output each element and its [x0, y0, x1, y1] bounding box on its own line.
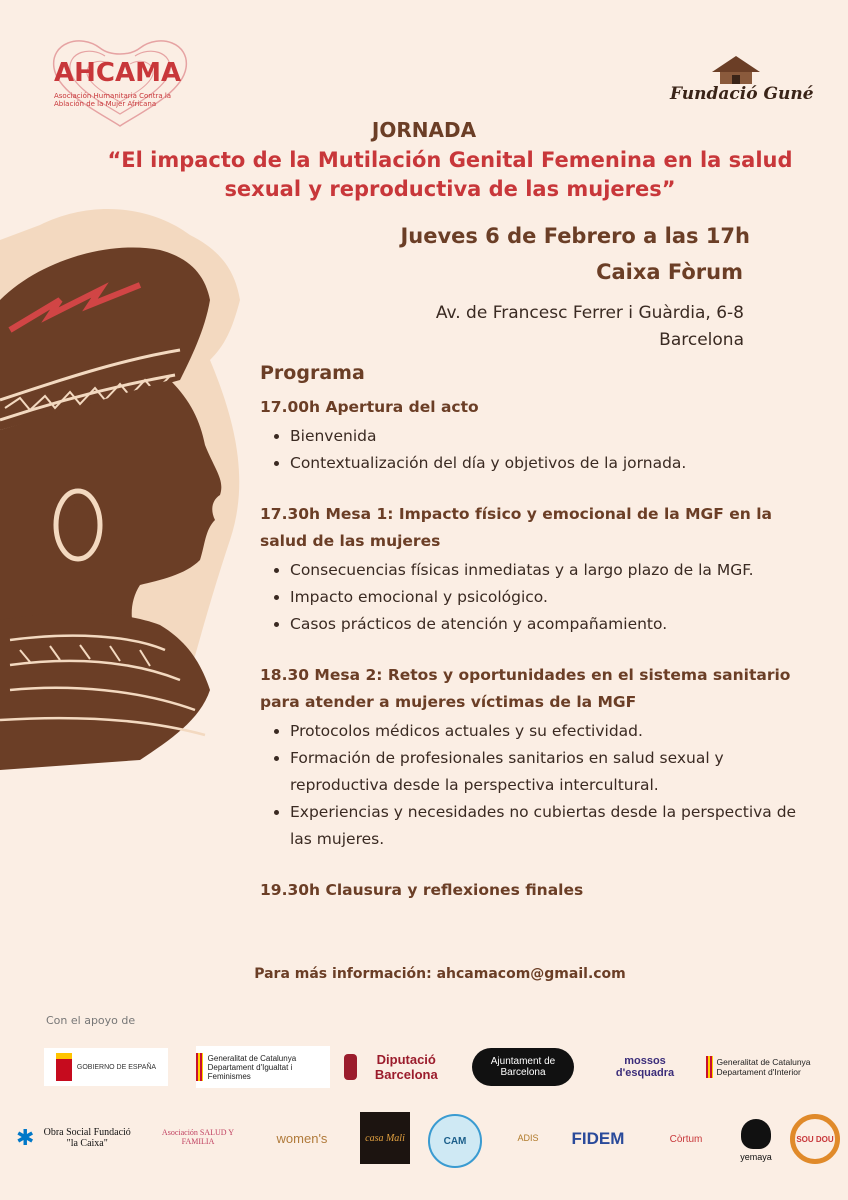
senyera-icon — [196, 1053, 203, 1081]
sponsor-logo-generalitat-interior: Generalitat de Catalunya Departament d'Interior — [706, 1050, 834, 1084]
sponsor-logo-casa-mali: casa Mali — [360, 1112, 410, 1164]
sponsor-logo-salud-familia: Asociación SALUD Y FAMILIA — [161, 1128, 235, 1146]
diputacio-shield-icon — [344, 1054, 357, 1080]
sponsor-logo-cam: CAM — [428, 1114, 482, 1168]
event-venue: Caixa Fòrum — [596, 260, 743, 284]
block-title: 19.30h Clausura y reflexiones finales — [260, 881, 584, 899]
event-address-block — [324, 300, 744, 354]
contact-info: Para más información: ahcamacom@gmail.com — [254, 966, 626, 982]
caixa-star-icon: ✱ — [16, 1125, 35, 1150]
sponsor-logo-sou-dou: SOU DOU — [790, 1114, 840, 1164]
event-title: “El impacto de la Mutilación Genital Femenina en la salud sexual y reproductiva de las mujeres” — [107, 148, 793, 201]
ahcama-logo-subtitle: Asociación Humanitaria Contra la Ablación de la Mujer Africana — [54, 92, 172, 108]
sponsor-logo-gobierno: GOBIERNO DE ESPAÑA — [44, 1048, 168, 1086]
event-address: Av. de Francesc Ferrer i Guàrdia, 6-8 — [435, 303, 744, 323]
sponsor-logo-adis: ADIS — [517, 1133, 539, 1143]
event-kicker: JORNADA — [371, 118, 477, 142]
sponsor-logo-womens: women's — [276, 1130, 328, 1146]
block-list — [260, 718, 820, 853]
programa-heading: Programa — [260, 362, 365, 384]
woman-profile-illustration — [0, 190, 300, 810]
hut-icon — [710, 54, 762, 86]
fundacio-gune-logo-text: Fundació Guné — [670, 84, 814, 104]
sponsor-logo-yemaya: yemaya — [732, 1114, 780, 1166]
block-title: 17.00h Apertura del acto — [260, 398, 479, 416]
event-city: Barcelona — [659, 330, 744, 350]
ahcama-logo-text: AHCAMA — [54, 58, 182, 88]
block-title: 18.30 Mesa 2: Retos y oportunidades en el sistema sanitario para atender a mujeres víctimas de la MGF — [260, 666, 791, 711]
profile-silhouette-icon — [741, 1119, 771, 1149]
block-title: 17.30h Mesa 1: Impacto físico y emocional de la MGF en la salud de las mujeres — [260, 505, 772, 550]
sponsor-logo-la-caixa: ✱ Obra Social Fundació "la Caixa" — [16, 1125, 131, 1150]
list-item: • Consecuencias físicas inmediatas y a largo plazo de la MGF. — [290, 557, 820, 584]
sponsor-logo-ajuntament: Ajuntament de Barcelona — [472, 1048, 574, 1086]
block-list — [260, 557, 820, 638]
support-label: Con el apoyo de — [46, 1014, 136, 1027]
sponsor-logo-diputacio: Diputació Barcelona — [344, 1048, 450, 1086]
spain-flag-icon — [56, 1053, 72, 1081]
programa-section — [260, 362, 820, 904]
sponsor-logo-mossos: mossos d'esquadra — [615, 1055, 675, 1079]
list-item: • Impacto emocional y psicológico. — [290, 584, 820, 611]
list-item: • Protocolos médicos actuales y su efectividad. — [290, 718, 820, 745]
senyera-icon — [706, 1056, 713, 1078]
list-item: • Formación de profesionales sanitarios en salud sexual y reproductiva desde la perspectiva intercultural. — [290, 745, 820, 799]
list-item: • Experiencias y necesidades no cubiertas desde la perspectiva de las mujeres. — [290, 799, 820, 853]
sponsor-logo-generalitat-igualtat: Generalitat de Catalunya Departament d'Igualtat i Feminismes — [196, 1046, 330, 1088]
sponsor-logo-cortum: Còrtum — [669, 1133, 703, 1145]
list-item: • Bienvenida — [290, 423, 820, 450]
list-item: • Contextualización del día y objetivos de la jornada. — [290, 450, 820, 477]
block-list — [260, 423, 820, 477]
event-date: Jueves 6 de Febrero a las 17h — [400, 224, 750, 248]
sponsor-logo-fidem: FIDEM — [571, 1129, 625, 1148]
list-item: • Casos prácticos de atención y acompañamiento. — [290, 611, 820, 638]
